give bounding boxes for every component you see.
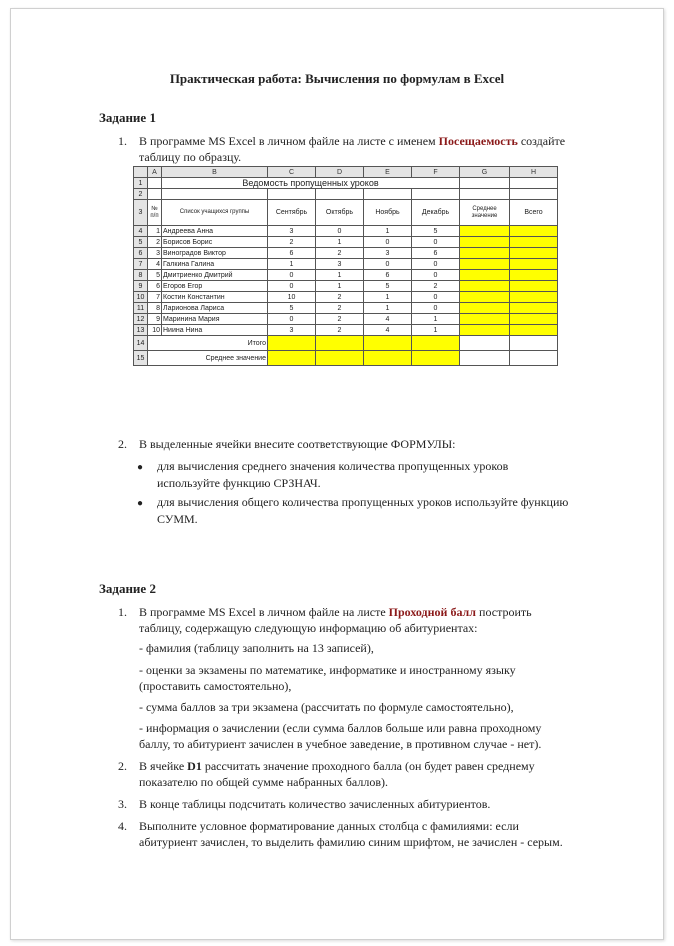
absence-value: 1 xyxy=(364,226,412,237)
student-row xyxy=(134,303,558,314)
absence-value: 0 xyxy=(364,259,412,270)
sheet-header-row xyxy=(134,200,558,226)
absence-value: 2 xyxy=(316,303,364,314)
task2-item1-text xyxy=(139,605,532,620)
average-cell xyxy=(460,325,510,336)
task2-item1-pre: В программе MS Excel в личном файле на листе xyxy=(139,605,389,619)
student-row xyxy=(134,259,558,270)
row-number: 5 xyxy=(134,237,148,248)
average-cell xyxy=(460,292,510,303)
absence-value: 3 xyxy=(316,259,364,270)
task2-item1-line2: таблицу, содержащую следующую информацию об абитуриентах: xyxy=(139,621,478,635)
absence-value: 6 xyxy=(268,248,316,259)
absence-value: 0 xyxy=(412,259,460,270)
column-header-row xyxy=(134,167,558,178)
task2-item4-line1: Выполните условное форматирование данных столбца с фамилиями: если xyxy=(139,819,519,833)
total-cell xyxy=(510,325,558,336)
task2-item3-text: В конце таблицы подсчитать количество зачисленных абитуриентов. xyxy=(139,797,491,811)
total-cell xyxy=(510,226,558,237)
student-name: Дмитриенко Дмитрий xyxy=(162,270,268,281)
student-rows xyxy=(134,226,558,336)
col-header-a: A xyxy=(148,167,162,178)
task2-item1-line6: - сумма баллов за три экзамена (рассчитать по формуле самостоятельно), xyxy=(139,700,514,714)
bullet2-line1: для вычисления общего количества пропущенных уроков используйте функцию xyxy=(157,495,569,509)
corner-cell xyxy=(134,167,148,178)
row-number: 13 xyxy=(134,325,148,336)
total-cell xyxy=(316,336,364,351)
average-cell xyxy=(460,237,510,248)
total-cell xyxy=(510,259,558,270)
task2-item2-post: рассчитать значение проходного балла (он будет равен среднему xyxy=(201,759,535,773)
bullet1-line2: используйте функцию СРЗНАЧ. xyxy=(157,476,321,490)
total-cell xyxy=(510,270,558,281)
student-number: 5 xyxy=(148,270,162,281)
average-cell xyxy=(316,351,364,366)
student-number: 9 xyxy=(148,314,162,325)
col-header-h: H xyxy=(510,167,558,178)
student-number: 7 xyxy=(148,292,162,303)
student-name: Ниина Нина xyxy=(162,325,268,336)
task1-item1-number: 1. xyxy=(118,134,127,148)
student-name: Маринина Мария xyxy=(162,314,268,325)
average-cell xyxy=(460,248,510,259)
row-number: 6 xyxy=(134,248,148,259)
total-label: Итого xyxy=(148,336,268,351)
student-name: Ларионова Лариса xyxy=(162,303,268,314)
absence-value: 0 xyxy=(268,314,316,325)
task1-item1-text xyxy=(139,134,565,149)
student-number: 1 xyxy=(148,226,162,237)
student-row xyxy=(134,226,558,237)
averages-row xyxy=(134,351,558,366)
absence-value: 6 xyxy=(364,270,412,281)
student-row xyxy=(134,237,558,248)
student-number: 8 xyxy=(148,303,162,314)
absence-value: 5 xyxy=(364,281,412,292)
student-number: 6 xyxy=(148,281,162,292)
header-september: Сентябрь xyxy=(268,200,316,226)
average-cell xyxy=(460,270,510,281)
header-students: Список учащихся группы xyxy=(162,200,268,226)
bullet1-line1: для вычисления среднего значения количества пропущенных уроков xyxy=(157,459,509,473)
total-cell xyxy=(510,237,558,248)
student-number: 3 xyxy=(148,248,162,259)
total-cell xyxy=(510,303,558,314)
attendance-spreadsheet xyxy=(133,166,558,366)
average-cell xyxy=(412,351,460,366)
task2-item1-post: построить xyxy=(476,605,532,619)
header-october: Октябрь xyxy=(316,200,364,226)
task2-item1-line5: (проставить самостоятельно), xyxy=(139,679,292,693)
absence-value: 1 xyxy=(364,292,412,303)
task2-item2-cell: D1 xyxy=(187,759,202,773)
header-total: Всего xyxy=(510,200,558,226)
task2-item3-number: 3. xyxy=(118,797,127,811)
average-cell xyxy=(460,226,510,237)
absence-value: 6 xyxy=(412,248,460,259)
absence-value: 0 xyxy=(412,270,460,281)
header-december: Декабрь xyxy=(412,200,460,226)
row-number: 10 xyxy=(134,292,148,303)
student-name: Борисов Борис xyxy=(162,237,268,248)
col-header-c: C xyxy=(268,167,316,178)
average-cell xyxy=(460,303,510,314)
task2-item4-line2: абитуриент зачислен, то выделить фамилию синим шрифтом, не зачислен - серым. xyxy=(139,835,563,849)
absence-value: 2 xyxy=(412,281,460,292)
student-row xyxy=(134,270,558,281)
row-number: 7 xyxy=(134,259,148,270)
task2-heading: Задание 2 xyxy=(99,581,156,596)
absence-value: 4 xyxy=(364,325,412,336)
col-header-b: B xyxy=(162,167,268,178)
absence-value: 4 xyxy=(364,314,412,325)
task2-item1-number: 1. xyxy=(118,605,127,619)
task2-sheet-name: Проходной балл xyxy=(388,605,477,619)
row-number: 8 xyxy=(134,270,148,281)
student-row xyxy=(134,292,558,303)
row-number: 2 xyxy=(134,189,148,200)
average-cell xyxy=(364,351,412,366)
task1-item2-number: 2. xyxy=(118,437,127,451)
task2-item4-number: 4. xyxy=(118,819,127,833)
sheet-row xyxy=(134,178,558,189)
totals-row xyxy=(134,336,558,351)
bullet2-line2: СУММ. xyxy=(157,512,198,526)
row-number: 12 xyxy=(134,314,148,325)
student-name: Виноградов Виктор xyxy=(162,248,268,259)
absence-value: 1 xyxy=(316,281,364,292)
task1-item1-post: создайте xyxy=(517,134,566,148)
absence-value: 5 xyxy=(412,226,460,237)
student-number: 2 xyxy=(148,237,162,248)
absence-value: 2 xyxy=(316,314,364,325)
row-number: 9 xyxy=(134,281,148,292)
average-cell xyxy=(460,259,510,270)
absence-value: 2 xyxy=(268,237,316,248)
absence-value: 3 xyxy=(268,226,316,237)
task2-item1-line8: баллу, то абитуриент зачислен в учебное заведение, в противном случае - нет). xyxy=(139,737,542,751)
absence-value: 0 xyxy=(268,270,316,281)
sheet-title: Ведомость пропущенных уроков xyxy=(162,178,460,189)
absence-value: 1 xyxy=(412,314,460,325)
student-number: 10 xyxy=(148,325,162,336)
task2-item1-line4: - оценки за экзамены по математике, информатике и иностранному языку xyxy=(139,663,516,677)
document-page xyxy=(10,8,664,940)
absence-value: 0 xyxy=(316,226,364,237)
task2-item1-line3: - фамилия (таблицу заполнить на 13 записей), xyxy=(139,641,374,655)
absence-value: 2 xyxy=(316,325,364,336)
task2-item1-line7: - информация о зачислении (если сумма баллов больше или равна проходному xyxy=(139,721,542,735)
average-label: Среднее значение xyxy=(148,351,268,366)
absence-value: 2 xyxy=(316,248,364,259)
row-number: 1 xyxy=(134,178,148,189)
task1-item1-line2: таблицу по образцу. xyxy=(139,150,242,164)
total-cell xyxy=(510,281,558,292)
absence-value: 0 xyxy=(412,303,460,314)
absence-value: 1 xyxy=(412,325,460,336)
total-cell xyxy=(510,248,558,259)
header-november: Ноябрь xyxy=(364,200,412,226)
task1-item1-pre: В программе MS Excel в личном файле на листе с именем xyxy=(139,134,439,148)
total-cell xyxy=(510,292,558,303)
student-number: 4 xyxy=(148,259,162,270)
bullet-icon: ● xyxy=(137,462,144,473)
col-header-e: E xyxy=(364,167,412,178)
absence-value: 1 xyxy=(316,237,364,248)
row-number: 3 xyxy=(134,200,148,226)
col-header-g: G xyxy=(460,167,510,178)
task2-item2-text xyxy=(139,759,535,774)
student-name: Костин Константин xyxy=(162,292,268,303)
absence-value: 5 xyxy=(268,303,316,314)
header-number: № п/п xyxy=(148,200,162,226)
col-header-d: D xyxy=(316,167,364,178)
student-row xyxy=(134,248,558,259)
row-number: 4 xyxy=(134,226,148,237)
total-cell xyxy=(510,314,558,325)
task1-heading: Задание 1 xyxy=(99,110,156,125)
task2-item2-pre: В ячейке xyxy=(139,759,188,773)
average-cell xyxy=(460,314,510,325)
task1-item2-text: В выделенные ячейки внесите соответствующие ФОРМУЛЫ: xyxy=(139,437,456,451)
row-number: 14 xyxy=(134,336,148,351)
absence-value: 1 xyxy=(364,303,412,314)
absence-value: 3 xyxy=(364,248,412,259)
student-name: Галкина Галина xyxy=(162,259,268,270)
page-title: Практическая работа: Вычисления по формулам в Excel xyxy=(169,71,505,86)
student-name: Егоров Егор xyxy=(162,281,268,292)
absence-value: 10 xyxy=(268,292,316,303)
absence-value: 3 xyxy=(268,325,316,336)
task1-sheet-name: Посещаемость xyxy=(438,134,518,148)
total-cell xyxy=(364,336,412,351)
student-row xyxy=(134,281,558,292)
student-name: Андреева Анна xyxy=(162,226,268,237)
absence-value: 1 xyxy=(316,270,364,281)
task2-item2-number: 2. xyxy=(118,759,127,773)
row-number: 15 xyxy=(134,351,148,366)
bullet-icon: ● xyxy=(137,498,144,509)
average-cell xyxy=(460,281,510,292)
absence-value: 0 xyxy=(268,281,316,292)
total-cell xyxy=(268,336,316,351)
total-cell xyxy=(412,336,460,351)
absence-value: 1 xyxy=(268,259,316,270)
absence-value: 0 xyxy=(412,292,460,303)
student-row xyxy=(134,314,558,325)
absence-value: 2 xyxy=(316,292,364,303)
student-row xyxy=(134,325,558,336)
task2-item2-line2: показателю по общей сумме набранных баллов). xyxy=(139,775,388,789)
absence-value: 0 xyxy=(364,237,412,248)
row-number: 11 xyxy=(134,303,148,314)
average-cell xyxy=(268,351,316,366)
header-average: Среднее значение xyxy=(460,200,510,226)
absence-value: 0 xyxy=(412,237,460,248)
col-header-f: F xyxy=(412,167,460,178)
sheet-row xyxy=(134,189,558,200)
